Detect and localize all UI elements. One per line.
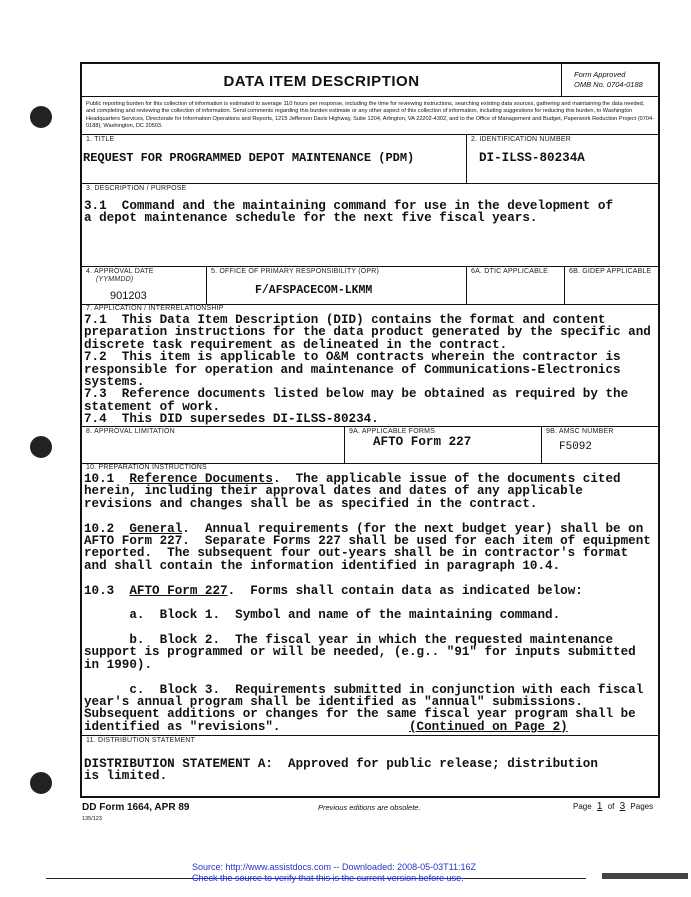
text-line: systems. [84, 374, 145, 389]
source-line: Source: http://www.assistdocs.com -- Downloaded: 2008-05-03T11:16Z [192, 862, 476, 872]
binder-hole-mark [30, 436, 52, 458]
text-line: is limited. [84, 769, 168, 784]
text-line: a. Block 1. Symbol and name of the maintaining command. [84, 608, 561, 623]
text-line [84, 721, 651, 733]
block-6a-dtic [467, 267, 565, 305]
text-line: 7.2 This item is applicable to O&M contracts wherein the contractor is [84, 350, 621, 365]
block-3-label: 3. DESCRIPTION / PURPOSE [86, 185, 187, 192]
form-code: 135/123 [82, 816, 102, 822]
block-8-approval-limitation [82, 427, 345, 464]
description-text [84, 200, 613, 225]
text-segment: 10.2 [84, 521, 130, 536]
text-line [84, 671, 651, 683]
scan-bar [602, 873, 688, 879]
form-header [82, 64, 562, 97]
block-9a-applicable-forms [345, 427, 542, 464]
text-line: revisions and changes shall be as specified in the contract. [84, 496, 538, 511]
block-9a-label: 9A. APPLICABLE FORMS [349, 428, 436, 435]
text-line [84, 585, 651, 597]
opr-value: F/AFSPACECOM-LKMM [255, 284, 373, 297]
distribution-text [84, 758, 598, 783]
text-line: herein, including their approval dates and dates of any applicable [84, 484, 583, 499]
text-line: 7.3 Reference documents listed below may be obtained as required by the [84, 387, 629, 402]
page-count [573, 801, 653, 812]
binder-hole-mark [30, 106, 52, 128]
underlined-heading: General [129, 521, 183, 536]
block-1-label: 1. TITLE [86, 136, 115, 143]
application-text [84, 314, 651, 426]
applicable-forms-value: AFTO Form 227 [373, 435, 472, 449]
block-9b-label: 9B. AMSC NUMBER [546, 428, 614, 435]
text-segment: . The applicable issue of the documents cited [272, 472, 621, 486]
block-4-label: 4. APPROVAL DATE [86, 268, 154, 275]
text-segment: . Annual requirements (for the next budget year) shall be on [182, 521, 644, 536]
text-segment: . Forms shall contain data as indicated below: [227, 583, 583, 598]
text-line: DISTRIBUTION STATEMENT A: Approved for public release; distribution [84, 757, 598, 771]
block-11-distribution [82, 736, 658, 796]
form-approved-label: Form Approved [574, 70, 626, 79]
identification-number: DI-ILSS-80234A [479, 151, 585, 165]
text-segment: 10.3 [84, 583, 130, 598]
verify-line: Check the source to verify that this is the current version before use. [192, 873, 464, 883]
block-6a-label: 6A. DTIC APPLICABLE [471, 268, 548, 275]
text-segment: identified as "revisions". [84, 719, 409, 734]
approval-date-value: 901203 [110, 290, 147, 302]
block-1-title [82, 135, 467, 184]
text-line: statement of work. [84, 399, 221, 414]
page-number: 1 [596, 801, 603, 812]
text-line: 7.1 This Data Item Description (DID) contains the format and content [84, 313, 606, 327]
block-2-label: 2. IDENTIFICATION NUMBER [471, 136, 571, 143]
block-5-label: 5. OFFICE OF PRIMARY RESPONSIBILITY (OPR) [211, 268, 380, 275]
text-line: support is programmed or will be needed, (e.g.. "91" for inputs submitted [84, 645, 636, 660]
text-line: reported. The subsequent four out-years shall be in contractor's format [84, 546, 629, 561]
block-8-label: 8. APPROVAL LIMITATION [86, 428, 175, 435]
underlined-heading: Reference Documents [129, 472, 273, 486]
amsc-number-value: F5092 [559, 441, 593, 453]
text-line: in 1990). [84, 657, 153, 672]
obsolete-note: Previous editions are obsolete. [318, 803, 421, 812]
text-line: 7.4 This DID supersedes DI-ILSS-80234. [84, 412, 379, 427]
form-approved-box [562, 64, 658, 97]
text-segment: 10.1 [84, 472, 130, 486]
block-7-application [82, 305, 658, 427]
block-10-label: 10. PREPARATION INSTRUCTIONS [86, 464, 207, 471]
text-line: responsible for operation and maintenance of Communications-Electronics [84, 362, 621, 377]
form-name: DD Form 1664, APR 89 [82, 802, 190, 813]
text-line: 3.1 Command and the maintaining command for use in the development of [84, 199, 614, 213]
title-value: REQUEST FOR PROGRAMMED DEPOT MAINTENANCE (PDM) [83, 151, 415, 165]
block-11-label: 11. DISTRIBUTION STATEMENT [86, 737, 196, 744]
binder-hole-mark [30, 772, 52, 794]
page-total: 3 [619, 801, 626, 812]
form-title: DATA ITEM DESCRIPTION [223, 73, 420, 90]
text-line: discrete task requirement as delineated in the contract. [84, 337, 508, 352]
text-line: and shall contain the information identified in paragraph 10.4. [84, 558, 561, 573]
burden-statement-box [82, 97, 658, 135]
omb-number: OMB No. 0704-0188 [574, 80, 643, 89]
text-line: year's annual program shall be identified as "annual" submissions. [84, 695, 583, 710]
text-line: preparation instructions for the data product generated by the specific and [84, 325, 651, 340]
underlined-heading: (Continued on Page 2) [408, 719, 568, 734]
page-of: of [607, 802, 615, 811]
block-6b-label: 6B. GIDEP APPLICABLE [569, 268, 652, 275]
block-9b-amsc-number [542, 427, 658, 464]
page-prefix: Page [573, 802, 592, 811]
text-line: Subsequent additions or changes for the same fiscal year program shall be [84, 707, 636, 722]
block-10-preparation-instructions [82, 464, 658, 736]
block-6b-gidep [565, 267, 658, 305]
block-7-label: 7. APPLICATION / INTERRELATIONSHIP [86, 305, 224, 312]
underlined-heading: AFTO Form 227 [129, 583, 228, 598]
block-3-description [82, 184, 658, 267]
text-line: a depot maintenance schedule for the next five fiscal years. [84, 211, 538, 226]
block-4-approval-date [82, 267, 207, 305]
page-suffix: Pages [630, 802, 654, 811]
burden-statement: Public reporting burden for this collection of information is estimated to average 110 hours per response, including the time for reviewing instructions, searching existing data sources, gathering and maintaining the data needed, and completing and reviewing the collection of information. Send comments regarding this burden estimate or any other aspect of this collection of information, including suggestions for reducing this burden, to Washington Headquarters Services, Directorate for Information Operations and Reports, 1215 Jefferson Davis Highway, Suite 1204, Arlington, VA 22202-4302, and to the Office of Management and Budget, Paperwork Reduction Project (0704-0188), Washington, DC 20503. [86, 101, 654, 130]
block-2-identification [467, 135, 658, 184]
block-5-opr [207, 267, 467, 305]
dd-form-1664 [80, 62, 660, 798]
text-line: AFTO Form 227. Separate Forms 227 shall be used for each item of equipment [84, 533, 651, 548]
text-line: c. Block 3. Requirements submitted in conjunction with each fiscal [84, 682, 644, 697]
preparation-instructions-text [84, 473, 651, 733]
text-line: b. Block 2. The fiscal year in which the requested maintenance [84, 633, 614, 648]
block-4-sublabel: (YYMMDD) [96, 276, 134, 283]
